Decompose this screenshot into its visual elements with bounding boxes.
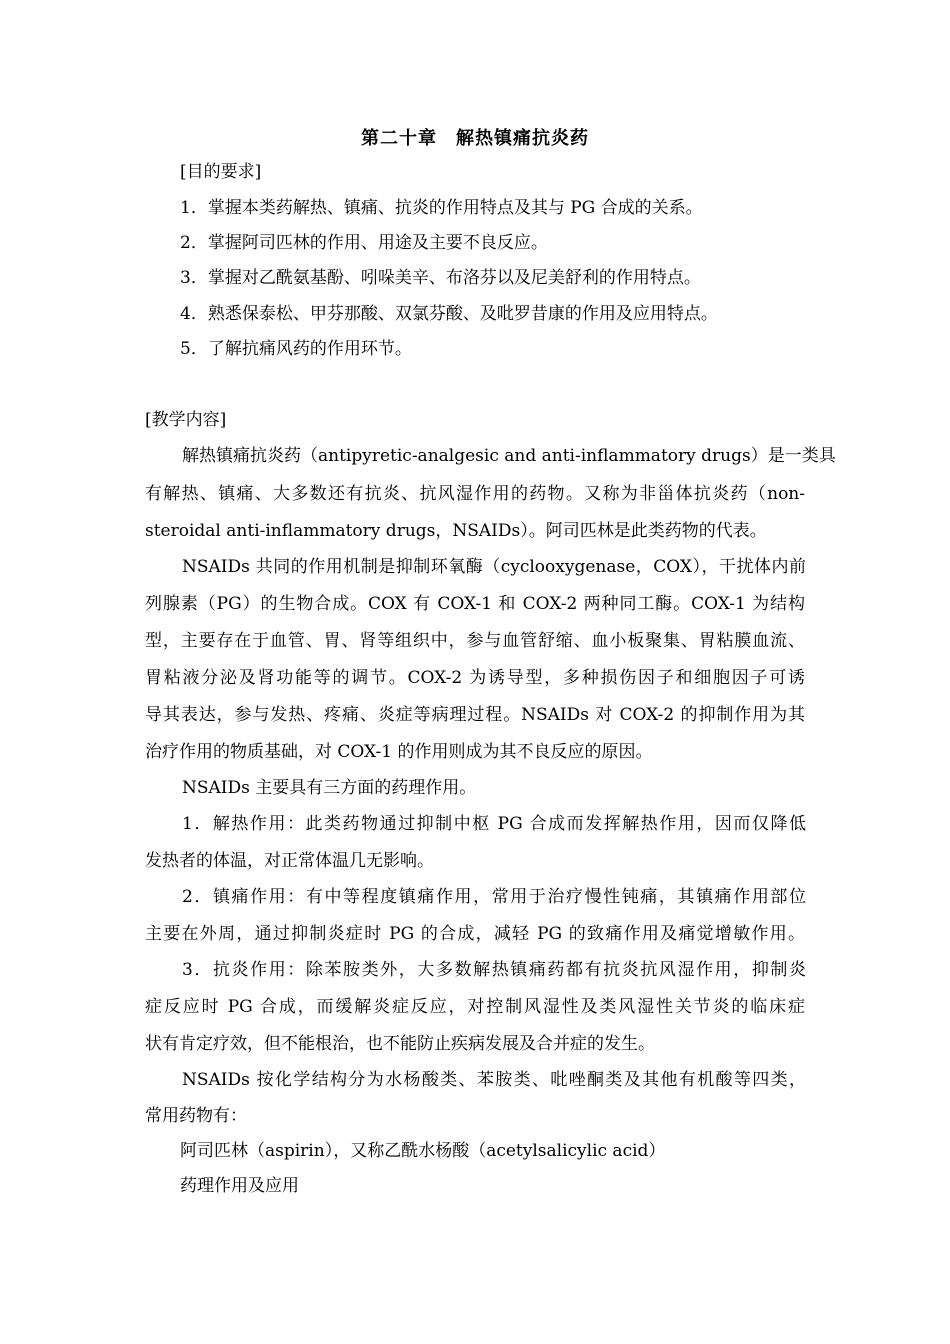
paragraph-line: NSAIDs 主要具有三方面的药理作用。 bbox=[182, 778, 477, 798]
paragraph-line: 1．解热作用：此类药物通过抑制中枢 PG 合成而发挥解热作用，因而仅降低 bbox=[182, 814, 806, 834]
paragraph-line: 胃粘液分泌及肾功能等的调节。COX-2 为诱导型，多种损伤因子和细胞因子可诱 bbox=[145, 668, 805, 688]
page-title: 第二十章 解热镇痛抗炎药 bbox=[361, 128, 589, 149]
paragraph-line: NSAIDs 按化学结构分为水杨酸类、苯胺类、吡唑酮类及其他有机酸等四类， bbox=[182, 1070, 806, 1090]
paragraph-line: 症反应时 PG 合成，而缓解炎症反应，对控制风湿性及类风湿性关节炎的临床症 bbox=[145, 997, 805, 1017]
content-heading: [教学内容] bbox=[145, 410, 227, 430]
objective-item: 5．了解抗痛风药的作用环节。 bbox=[180, 339, 412, 359]
paragraph-line: 型，主要存在于血管、胃、肾等组织中，参与血管舒缩、血小板聚集、胃粘膜血流、 bbox=[145, 631, 805, 651]
objective-item: 1．掌握本类药解热、镇痛、抗炎的作用特点及其与 PG 合成的关系。 bbox=[180, 198, 703, 218]
paragraph-line: 状有肯定疗效，但不能根治，也不能防止疾病发展及合并症的发生。 bbox=[145, 1034, 655, 1054]
paragraph-line: steroidal anti-inflammatory drugs，NSAIDs）。阿司匹林是此类药物的代表。 bbox=[145, 521, 767, 541]
paragraph-line: 列腺素（PG）的生物合成。COX 有 COX-1 和 COX-2 两种同工酶。COX-1 为结构 bbox=[145, 594, 805, 614]
paragraph-line: 发热者的体温，对正常体温几无影响。 bbox=[145, 851, 434, 871]
paragraph-line: 2．镇痛作用：有中等程度镇痛作用，常用于治疗慢性钝痛，其镇痛作用部位 bbox=[182, 887, 806, 907]
objective-item: 3．掌握对乙酰氨基酚、吲哚美辛、布洛芬以及尼美舒利的作用特点。 bbox=[180, 268, 701, 288]
paragraph-line: 有解热、镇痛、大多数还有抗炎、抗风湿作用的药物。又称为非甾体抗炎药（non- bbox=[145, 484, 805, 504]
section-subheading: 药理作用及应用 bbox=[180, 1176, 299, 1196]
paragraph-line: NSAIDs 共同的作用机制是抑制环氧酶（cyclooxygenase，COX），干扰体内前 bbox=[182, 557, 806, 577]
paragraph-line: 导其表达，参与发热、疼痛、炎症等病理过程。NSAIDs 对 COX-2 的抑制作用为其 bbox=[145, 705, 805, 725]
paragraph-line: 常用药物有： bbox=[145, 1106, 247, 1126]
drug-heading: 阿司匹林（aspirin），又称乙酰水杨酸（acetylsalicylic acid） bbox=[180, 1141, 666, 1161]
objective-item: 2．掌握阿司匹林的作用、用途及主要不良反应。 bbox=[180, 233, 548, 253]
paragraph-line: 主要在外周，通过抑制炎症时 PG 的合成，减轻 PG 的致痛作用及痛觉增敏作用。 bbox=[145, 924, 805, 944]
paragraph-line: 解热镇痛抗炎药（antipyretic-analgesic and anti-inflammatory drugs）是一类具 bbox=[182, 446, 836, 466]
objective-item: 4．熟悉保泰松、甲芬那酸、双氯芬酸、及吡罗昔康的作用及应用特点。 bbox=[180, 304, 718, 324]
objectives-heading: [目的要求] bbox=[180, 162, 262, 182]
paragraph-line: 3．抗炎作用：除苯胺类外，大多数解热镇痛药都有抗炎抗风湿作用，抑制炎 bbox=[182, 960, 806, 980]
paragraph-line: 治疗作用的物质基础，对 COX-1 的作用则成为其不良反应的原因。 bbox=[145, 742, 653, 762]
